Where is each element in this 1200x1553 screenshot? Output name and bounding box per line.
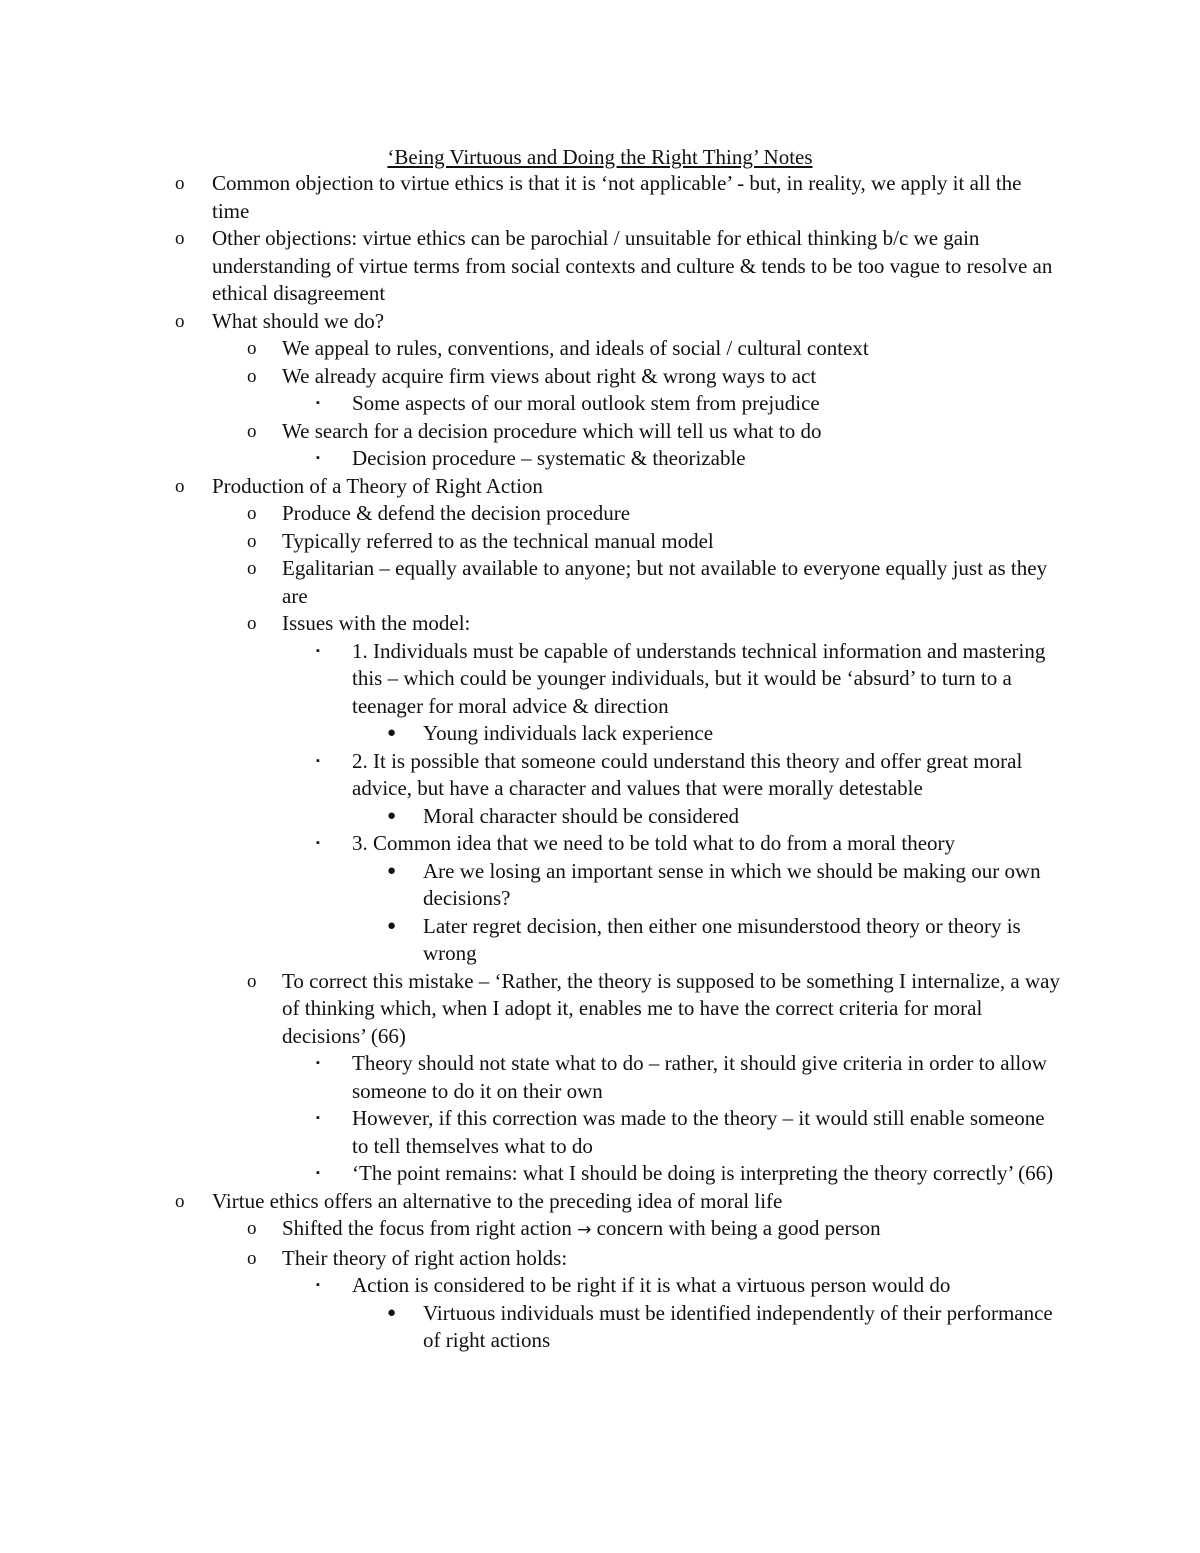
list-item-text: Moral character should be considered <box>423 803 740 828</box>
list-item <box>0 418 1200 446</box>
hollow-circle-bullet-icon: o <box>247 365 257 387</box>
list-item-text-after-arrow: concern with being a good person <box>596 1216 881 1240</box>
filled-circle-bullet-icon: ● <box>387 725 397 741</box>
hollow-circle-bullet-icon: o <box>247 503 257 524</box>
list-item-text-before-arrow: Shifted the focus from right action <box>282 1216 572 1240</box>
list-item <box>0 473 1200 501</box>
list-item <box>0 830 1200 858</box>
list-item-text: To correct this mistake – ‘Rather, the theory is supposed to be something I internalize, a way of thinking which, when I adopt it, enables me to have the correct criteria for moral decisions’ (66) <box>282 968 1060 1048</box>
list-item-text: Egalitarian – equally available to anyone; but not available to everyone equally just as they are <box>282 556 1048 608</box>
page-title: ‘Being Virtuous and Doing the Right Thing’ Notes <box>387 145 813 169</box>
filled-circle-bullet-icon: ● <box>387 1304 397 1321</box>
list-item <box>0 390 1200 418</box>
hollow-circle-bullet-icon: o <box>175 228 185 249</box>
list-item <box>0 1215 1200 1245</box>
hollow-circle-bullet-icon: o <box>175 1190 185 1212</box>
square-bullet-icon: ▪ <box>316 754 320 767</box>
filled-circle-bullet-icon: ● <box>387 917 397 934</box>
list-item-text: Issues with the model: <box>282 611 471 635</box>
list-item <box>0 225 1200 308</box>
list-item-text: Other objections: virtue ethics can be parochial / unsuitable for ethical thinking b/c we gain understanding of virtue terms from social contexts and culture & tends to be too vague to resolve an ethical disagreement <box>212 226 1053 305</box>
list-item <box>0 528 1200 556</box>
list-item <box>0 1160 1200 1188</box>
list-item-text: ‘The point remains: what I should be doing is interpreting the theory correctly’ (66) <box>352 1161 1054 1185</box>
list-item <box>0 913 1200 968</box>
square-bullet-icon: ▪ <box>316 1057 320 1069</box>
hollow-circle-bullet-icon: o <box>247 1247 257 1269</box>
square-bullet-icon: ▪ <box>316 397 320 409</box>
list-item-text: However, if this correction was made to the theory – it would still enable someone to tell themselves what to do <box>352 1106 1045 1158</box>
list-item-text: Theory should not state what to do – rather, it should give criteria in order to allow someone to do it on their own <box>352 1051 1047 1103</box>
hollow-circle-bullet-icon: o <box>247 530 257 552</box>
hollow-circle-bullet-icon: o <box>175 310 185 332</box>
list-item <box>0 1300 1200 1355</box>
list-item-text: Their theory of right action holds: <box>282 1245 568 1270</box>
list-item-text: 2. It is possible that someone could understand this theory and offer great moral advice, but have a character and values that were morally detestable <box>352 748 1023 800</box>
hollow-circle-bullet-icon: o <box>247 1218 257 1239</box>
list-item <box>0 968 1200 1051</box>
hollow-circle-bullet-icon: o <box>247 338 257 359</box>
hollow-circle-bullet-icon: o <box>175 173 185 194</box>
list-item <box>0 1272 1200 1300</box>
list-item-text: Later regret decision, then either one misunderstood theory or theory is wrong <box>423 913 1021 965</box>
filled-circle-bullet-icon: ● <box>387 807 397 824</box>
list-item <box>0 803 1200 831</box>
list-item <box>0 170 1200 225</box>
list-item-text: Production of a Theory of Right Action <box>212 473 543 498</box>
list-item <box>0 335 1200 363</box>
list-item <box>0 1245 1200 1273</box>
list-item-text: Decision procedure – systematic & theorizable <box>352 446 746 470</box>
list-item <box>0 610 1200 638</box>
list-item <box>0 445 1200 473</box>
list-item <box>0 1105 1200 1160</box>
square-bullet-icon: ▪ <box>316 452 320 464</box>
list-item <box>0 720 1200 748</box>
square-bullet-icon: ▪ <box>316 1112 320 1124</box>
list-item <box>0 555 1200 610</box>
list-item-text: Some aspects of our moral outlook stem from prejudice <box>352 391 820 415</box>
list-item <box>0 363 1200 391</box>
hollow-circle-bullet-icon: o <box>247 558 257 579</box>
list-item-text: Produce & defend the decision procedure <box>282 501 631 525</box>
list-item <box>0 1188 1200 1216</box>
list-item-text: We appeal to rules, conventions, and ideals of social / cultural context <box>282 336 869 360</box>
list-item-text: What should we do? <box>212 308 385 333</box>
list-item <box>0 858 1200 913</box>
filled-circle-bullet-icon: ● <box>387 862 397 879</box>
list-item <box>0 1050 1200 1105</box>
square-bullet-icon: ▪ <box>316 1167 320 1179</box>
list-item-text: Young individuals lack experience <box>423 721 714 745</box>
square-bullet-icon: ▪ <box>316 837 320 849</box>
right-arrow-icon: → <box>577 1220 592 1240</box>
hollow-circle-bullet-icon: o <box>175 475 185 497</box>
list-item-text: Virtue ethics offers an alternative to the preceding idea of moral life <box>212 1188 783 1213</box>
list-item-text: Common objection to virtue ethics is that it is ‘not applicable’ - but, in reality, we apply it all the time <box>212 171 1022 223</box>
list-item <box>0 308 1200 336</box>
square-bullet-icon: ▪ <box>316 644 320 657</box>
square-bullet-icon: ▪ <box>316 1279 320 1291</box>
list-item-text: Are we losing an important sense in which we should be making our own decisions? <box>423 858 1041 910</box>
list-item <box>0 500 1200 528</box>
list-item <box>0 638 1200 721</box>
list-item-text-with-arrow <box>282 1215 1062 1245</box>
list-item <box>0 748 1200 803</box>
list-item-text: Virtuous individuals must be identified independently of their performance of right actions <box>423 1300 1053 1352</box>
list-item-text: 1. Individuals must be capable of understands technical information and mastering this – which could be younger individuals, but it would be ‘absurd’ to turn to a teenager for moral advice & direction <box>352 638 1046 718</box>
hollow-circle-bullet-icon: o <box>247 420 257 442</box>
list-item-text: 3. Common idea that we need to be told what to do from a moral theory <box>352 831 956 855</box>
list-item-text: Typically referred to as the technical manual model <box>282 528 714 553</box>
hollow-circle-bullet-icon: o <box>247 613 257 634</box>
list-item-text: We search for a decision procedure which will tell us what to do <box>282 418 822 443</box>
notes-list <box>0 170 1200 1355</box>
list-item-text: We already acquire firm views about right & wrong ways to act <box>282 363 817 388</box>
list-item-text: Action is considered to be right if it is what a virtuous person would do <box>352 1273 951 1297</box>
hollow-circle-bullet-icon: o <box>247 970 257 992</box>
